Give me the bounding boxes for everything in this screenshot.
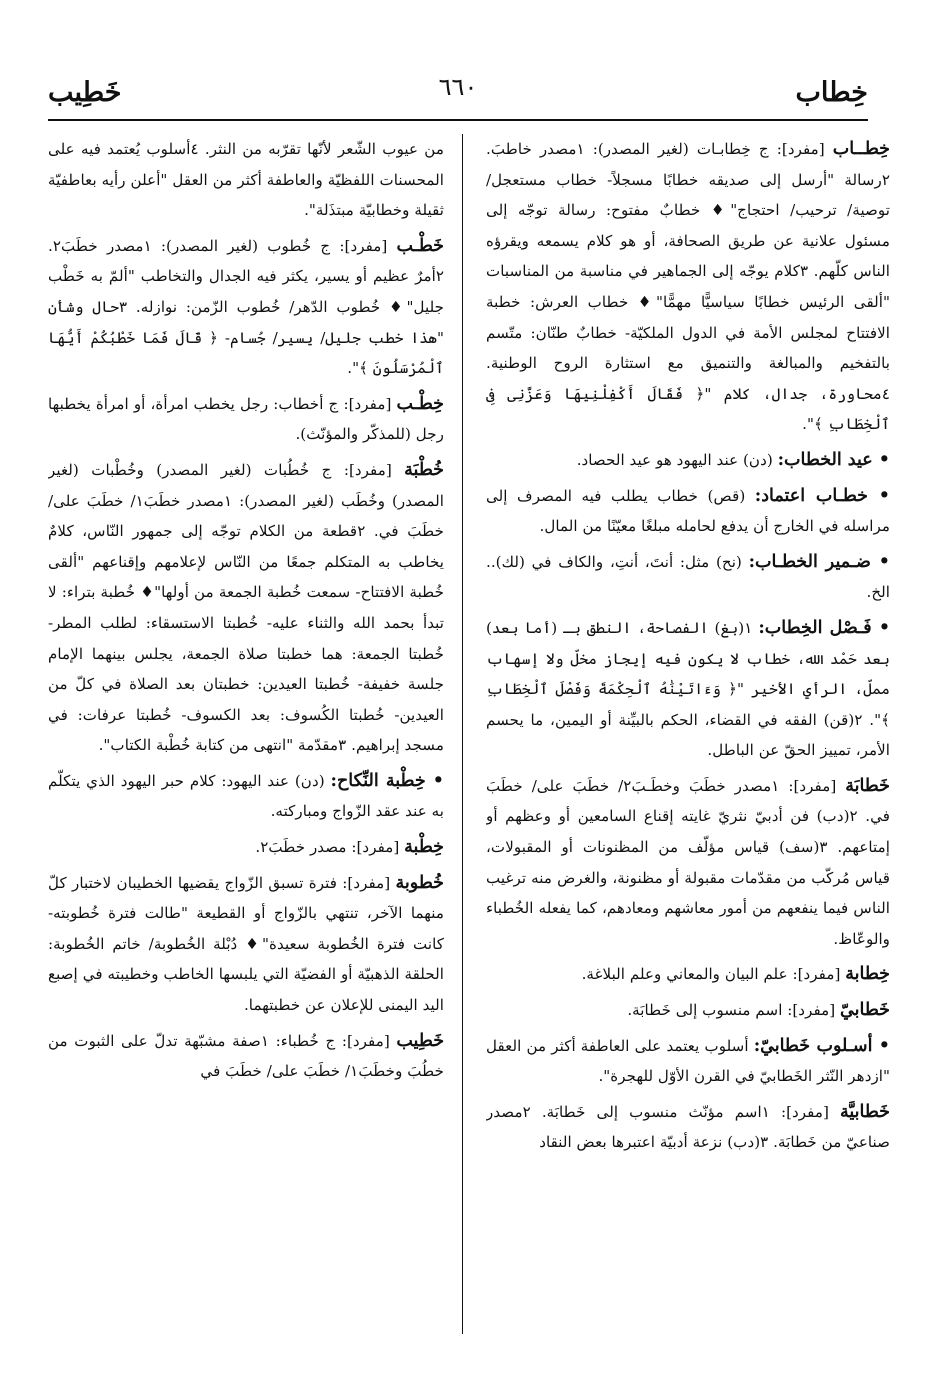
entry-headword: خَطابَة bbox=[845, 775, 890, 796]
dictionary-entry bbox=[486, 959, 890, 990]
entry-headword: خَطابيَّة bbox=[839, 1101, 890, 1122]
entry-definition: (نح) مثل: أنتَ، أنتِ، والكاف في (لك).. الخ. bbox=[486, 552, 890, 602]
entry-headword: خِطــاب bbox=[832, 139, 890, 159]
dictionary-entry bbox=[48, 1026, 444, 1087]
entry-definition: (قص) خطاب يطلب فيه المصرف إلى مراسله في الخارج أن يدفع لحامله مبلغًا معيّنًا من المال. bbox=[486, 486, 890, 536]
entry-headword: • أسـلوب خَطابيّ: bbox=[753, 1035, 890, 1056]
entry-definition: [مفرد]: ج أخطاب: رجل يخطب امرأة، أو امرأة يخطبها رجل (للمذكّر والمؤنّث). bbox=[48, 394, 444, 444]
entry-headword: خُطوبة bbox=[395, 872, 444, 893]
entry-headword: خُطْبَة bbox=[404, 459, 444, 480]
dictionary-entry-continuation bbox=[48, 134, 444, 226]
right-column bbox=[486, 134, 890, 1349]
column-divider bbox=[462, 134, 463, 1334]
header-first-entry-word: خِطاب bbox=[795, 77, 868, 108]
entry-headword: خَطابيّ bbox=[840, 1000, 890, 1021]
entry-headword: خَطِيب bbox=[396, 1030, 444, 1051]
entry-definition: [مفرد]: ج خُطوب (لغير المصدر): ١مصدر خطَبَ٢. ٢أمرٌ عظيم أو يسير، يكثر فيه الجدال والتخاطب "ألمّ به خَطْب جليل"♦ خُطوب الدّهر/ خُطوب الزّمن: نوازله. ٣حال وشأن "هذا خطب جليل/ يسير/ جُسام- ﴿ قَالَ فَمَا خَطْبُكُمْ أَيُّهَا ٱلْمُرْسَلُونَ ﴾". bbox=[48, 236, 444, 378]
entry-definition: [مفرد]: فترة تسبق الزّواج يقضيها الخطيبان لاختبار كلّ منهما الآخر، تنتهي بالزّواج أو القطيعة "طالت فترة خُطوبته- كانت فترة الخُطوبة سعيدة"♦ دُبْلة الخُطوبة/ خاتم الخُطوبة: الحلقة الذهبيّة أو الفضيّة التي يلبسها الخاطب وخطيبته في إصبع اليد اليمنى للإعلان عن خطبتهما. bbox=[48, 873, 444, 1015]
entry-headword: • عيد الخطاب: bbox=[777, 449, 890, 470]
dictionary-entry bbox=[486, 771, 890, 955]
dictionary-entry bbox=[486, 995, 890, 1026]
left-column bbox=[48, 134, 444, 1349]
dictionary-entry bbox=[48, 389, 444, 450]
dictionary-entry bbox=[486, 1031, 890, 1092]
entry-definition: [مفرد]: ج خُطباء: ١صفة مشبّهة تدلّ على الثبوت من خطُبَ وخطَبَ١/ خطَبَ على/ خطَبَ في bbox=[48, 1031, 444, 1081]
entry-definition: [مفرد]: ج خِطابـات (لغير المصدر): ١مصدر خاطبَ. ٢رسالة "أرسل إلى صديقه خطابًا مسجلاً- خطاب مستعجل/ توصية/ ترحيب/ احتجاج"♦ خطابٌ مفتوح: رسالة توجّه إلى مسئول علانية عن طريق الصحافة، أو هو كلام يسمعه ويقرؤه الناس كلّهم. ٣كلام يوجّه إلى الجماهير في مناسبة من المناسبات "ألقى الرئيس خطابًا سياسيًّا مهمًّا"♦ خطاب العرش: خطبة الافتتاح لمجلس الأمة في الدول الملكيّة- خطابٌ طنّان: متّسم بالتفخيم والمبالغة والتنميق مع استثارة الروح الوطنية. ٤محاورة، جدال، كلام "﴿ فَقَالَ أَكْفِلْنِيهَا وَعَزَّنِى فِى ٱلْخِطَابِ ﴾". bbox=[486, 140, 890, 434]
entry-headword: خَطْـب bbox=[396, 235, 444, 256]
dictionary-entry bbox=[486, 134, 890, 440]
entry-definition: [مفرد]: مصدر خطَبَ٢. bbox=[255, 838, 405, 857]
entry-headword: • خطـاب اعتماد: bbox=[754, 485, 890, 506]
entry-headword: خِطابة bbox=[845, 964, 890, 985]
dictionary-entry bbox=[48, 766, 444, 827]
entry-definition: أسلوب يعتمد على العاطفة أكثر من العقل "ازدهر النّثر الخَطابيّ في القرن الأوّل للهجرة". bbox=[486, 1036, 890, 1086]
dictionary-entry bbox=[486, 613, 890, 766]
dictionary-entry bbox=[486, 1097, 890, 1158]
entry-headword: • خِطْبة النِّكاح: bbox=[330, 770, 444, 791]
header-last-entry-word: خَطِيب bbox=[48, 77, 122, 108]
entry-definition: [مفرد]: اسم منسوب إلى خَطابَة. bbox=[627, 1001, 841, 1020]
header-rule bbox=[48, 119, 868, 121]
entry-headword: خِطْبة bbox=[404, 837, 444, 858]
dictionary-entry bbox=[486, 445, 890, 476]
entry-definition: (دن) عند اليهود هو عيد الحصاد. bbox=[576, 450, 778, 469]
entry-definition: [مفرد]: ج خُطُبات (لغير المصدر) وخُطْبات (لغير المصدر) وخُطَب (لغير المصدر): ١مصدر خطَبَ١/ خطَبَ على/ خطَبَ في. ٢قطعة من الكلام توجّه إلى جمهور النّاس، كلامٌ يخاطب به المتكلم جمعًا من النّاس لإعلامهم وإقناعهم "ألقى خُطبة الافتتاح- سمعت خُطبة الجمعة من أولها"♦ خُطبة بتراء: لا تبدأ بحمد الله والثناء عليه- خُطبتا الاستسقاء: لطلب المطر- خُطبتا الجمعة: هما خطبتا صلاة الجمعة، يجلس بينهما الإمام جلسة خفيفة- خُطبتا العيدين: خطبتان بعد الصلاة في كلّ من العيدين- خُطبتا الكُسوف: بعد الكسوف- خُطبتا عرفات: في مسجد إبراهيم. ٣مقدّمة "انتهى من كتابة خُطْبة الكتاب". bbox=[48, 460, 444, 755]
entry-definition: [مفرد]: ١مصدر خطَبَ وخطَـبَ٢/ خطَبَ على/ خطَبَ في. ٢(دب) فن أدبيّ نثريّ غايته إقناع السامعين أو وعظهم أو إمتاعهم. ٣(سف) قياس مؤلّف من المظنونات أو المقبولات، قياس مُركّب من مقدّمات مقبولة أو مظنونة، والغرض منه ترغيب الناس فيما ينفعهم من أمور معاشهم ومعادهم، كما يفعله الخُطباء والوعّاظ. bbox=[486, 776, 890, 948]
dictionary-entry bbox=[486, 547, 890, 608]
dictionary-entry bbox=[48, 832, 444, 863]
entry-definition: ١(بغ) الفصاحة، النطق بـ (أما بعد) بعد حَمْد الله، خطاب لا يكون فيه إيجاز مخلّ ولا إسهاب مملّ، الرأي الأخير "﴿ وَءَاتَيْنَٰهُ ٱلْحِكْمَةَ وَفَصْلَ ٱلْخِطَابِ ﴾". ٢(قن) الفقه في القضاء، الحكم بالبيِّنة أو اليمين، ما يحسم الأمر، تمييز الحقّ عن الباطل. bbox=[486, 618, 890, 760]
entry-definition: من عيوب الشّعر لأنّها تقرّبه من النثر. ٤أسلوب يُعتمد فيه على المحسنات اللفظيّة والعاطفة أكثر من العقل "أعلن رأيه بعاطفيّة ثقيلة وخطابيّة مبتذَلة". bbox=[48, 140, 444, 220]
dictionary-entry bbox=[486, 481, 890, 542]
entry-definition: (دن) عند اليهود: كلام حبر اليهود الذي يتكلّم به عند عقد الزّواج ومباركته. bbox=[48, 771, 444, 821]
dictionary-entry bbox=[48, 455, 444, 761]
page-header bbox=[48, 62, 868, 114]
entry-headword: • فَـصْل الخِطاب: bbox=[758, 617, 890, 638]
dictionary-entry bbox=[48, 868, 444, 1021]
entry-headword: • ضـمير الخطـاب: bbox=[748, 551, 890, 572]
entry-definition: [مفرد]: ١اسم مؤنّث منسوب إلى خَطابَة. ٢مصدر صناعيّ من خَطابَة. ٣(دب) نزعة أدبيّة اعتبرها بعض النقاد bbox=[486, 1102, 890, 1152]
page-number: ٦٦٠ bbox=[438, 73, 478, 101]
dictionary-entry bbox=[48, 231, 444, 384]
entry-definition: [مفرد]: علم البيان والمعاني وعلم البلاغة. bbox=[581, 965, 846, 984]
entry-headword: خِطْـب bbox=[396, 393, 444, 414]
